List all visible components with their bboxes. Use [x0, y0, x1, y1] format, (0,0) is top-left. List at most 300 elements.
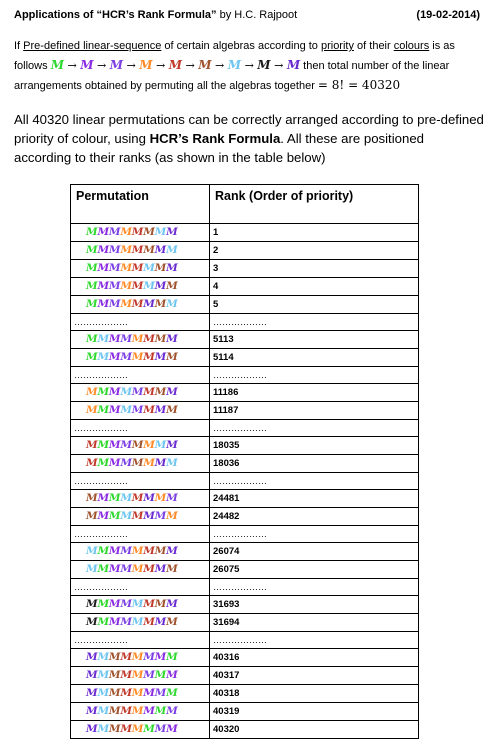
permutation-letter: M — [108, 616, 121, 628]
sequence-letter: M — [286, 58, 301, 72]
permutation-letter: M — [143, 244, 155, 256]
rank-cell: 18035 — [210, 437, 419, 455]
permutation-letter: M — [97, 244, 109, 256]
permutation-letter: M — [86, 226, 98, 238]
permutation-letter: M — [97, 598, 109, 610]
sequence-letter: M — [50, 58, 64, 72]
permutation-letter: M — [166, 439, 178, 451]
permutation-letter: M — [120, 404, 132, 416]
permutation-letter: M — [143, 669, 155, 681]
permutation-letter: M — [86, 280, 98, 292]
permutation-letter: M — [86, 687, 98, 699]
table-row — [71, 649, 419, 667]
permutation-letter: M — [166, 510, 178, 522]
page-date: (19-02-2014) — [416, 9, 480, 21]
ellipsis-left: ……………… — [71, 632, 210, 649]
permutation-letter: M — [131, 598, 144, 610]
arrow-icon: → — [123, 59, 140, 72]
ellipsis-row — [71, 314, 419, 331]
table-row — [71, 667, 419, 685]
permutation-letter: M — [120, 439, 132, 451]
ellipsis-right: ……………… — [210, 526, 419, 543]
permutation-letter: M — [97, 545, 109, 557]
ellipsis-left: ……………… — [71, 314, 210, 331]
arrow-icon: → — [93, 59, 110, 72]
permutation-letter: M — [108, 563, 121, 575]
permutation-letter: M — [97, 404, 109, 416]
sequence-letter: M — [109, 58, 124, 72]
arrow-icon: → — [63, 59, 81, 72]
intro-text-3: of their — [353, 40, 394, 52]
permutation-cell — [71, 667, 210, 685]
permutation-letter: M — [166, 244, 178, 256]
table-row — [71, 614, 419, 632]
table-body — [71, 224, 419, 739]
permutation-letter: M — [131, 280, 144, 292]
permutation-letter: M — [131, 333, 144, 345]
ellipsis-right: ……………… — [210, 632, 419, 649]
permutation-equation: = 8! = 40320 — [317, 78, 401, 92]
permutation-letter: M — [154, 262, 167, 274]
permutation-letter: M — [166, 669, 178, 681]
title-prefix: Applications of — [14, 9, 97, 21]
permutation-letter: M — [166, 687, 178, 699]
permutation-letter: M — [154, 333, 167, 345]
permutation-letter: M — [154, 298, 167, 310]
permutation-letter: M — [86, 510, 98, 522]
arrow-icon: → — [182, 59, 199, 72]
intro-underline-1: Pre-defined linear-sequence — [23, 40, 162, 52]
permutation-letter: M — [131, 457, 144, 469]
permutation-letter: M — [143, 439, 155, 451]
rank-cell: 18036 — [210, 455, 419, 473]
permutation-letter: M — [166, 723, 178, 735]
permutation-letter: M — [131, 545, 144, 557]
sequence-letter: M — [80, 58, 94, 72]
table-row — [71, 685, 419, 703]
permutation-cell — [71, 437, 210, 455]
permutation-letter: M — [97, 333, 109, 345]
permutation-letter: M — [166, 705, 178, 717]
permutation-letter: M — [143, 280, 155, 292]
permutation-cell — [71, 703, 210, 721]
permutation-letter: M — [86, 723, 98, 735]
permutation-letter: M — [97, 651, 109, 663]
permutation-letter: M — [120, 492, 132, 504]
permutation-letter: M — [166, 457, 178, 469]
permutation-letter: M — [108, 262, 121, 274]
permutation-cell — [71, 721, 210, 739]
permutation-letter: M — [154, 404, 167, 416]
permutation-letter: M — [166, 404, 178, 416]
arrow-icon: → — [270, 59, 287, 72]
rank-cell: 11187 — [210, 402, 419, 420]
permutation-letter: M — [108, 669, 121, 681]
permutation-letter: M — [131, 563, 144, 575]
permutation-letter: M — [108, 351, 121, 363]
rank-cell: 5113 — [210, 331, 419, 349]
permutation-letter: M — [131, 723, 144, 735]
table-row — [71, 455, 419, 473]
permutation-letter: M — [120, 386, 132, 398]
intro-paragraph — [14, 37, 484, 96]
arrow-icon: → — [152, 59, 169, 72]
description-text-2: . All these are positioned according to their ranks (as shown in the table below) — [14, 131, 424, 165]
permutation-letter: M — [86, 262, 98, 274]
permutation-cell — [71, 224, 210, 242]
permutation-letter: M — [108, 298, 121, 310]
permutation-letter: M — [97, 687, 109, 699]
permutation-letter: M — [108, 244, 121, 256]
permutation-cell — [71, 685, 210, 703]
ellipsis-right: ……………… — [210, 473, 419, 490]
rank-cell: 1 — [210, 224, 419, 242]
permutation-cell — [71, 296, 210, 314]
table-row — [71, 278, 419, 296]
permutation-letter: M — [97, 457, 109, 469]
table-row — [71, 296, 419, 314]
permutation-letter: M — [154, 651, 167, 663]
permutation-letter: M — [86, 563, 98, 575]
permutation-letter: M — [143, 457, 155, 469]
permutation-letter: M — [120, 598, 132, 610]
permutation-letter: M — [154, 563, 167, 575]
permutation-letter: M — [166, 351, 178, 363]
permutation-letter: M — [97, 439, 109, 451]
page-title — [14, 9, 297, 21]
permutation-letter: M — [154, 386, 167, 398]
header-permutation: Permutation — [71, 185, 210, 224]
permutation-letter: M — [131, 298, 144, 310]
sequence-letter: M — [198, 58, 212, 72]
permutation-letter: M — [86, 404, 98, 416]
description-text-1: All 40320 linear permutations can be correctly arranged according to pre-defined priority of colour, using — [14, 112, 484, 146]
permutation-letter: M — [108, 598, 121, 610]
table-row — [71, 349, 419, 367]
permutation-letter: M — [120, 563, 132, 575]
permutation-letter: M — [120, 333, 132, 345]
permutation-letter: M — [97, 510, 109, 522]
permutation-letter: M — [108, 280, 121, 292]
ellipsis-right: ……………… — [210, 367, 419, 384]
permutation-letter: M — [143, 687, 155, 699]
rank-cell: 24482 — [210, 508, 419, 526]
permutation-letter: M — [97, 226, 109, 238]
permutation-cell — [71, 331, 210, 349]
permutation-letter: M — [143, 563, 155, 575]
rank-cell: 5114 — [210, 349, 419, 367]
permutation-letter: M — [131, 404, 144, 416]
permutation-letter: M — [120, 545, 132, 557]
ellipsis-row — [71, 526, 419, 543]
permutation-letter: M — [108, 545, 121, 557]
table-row — [71, 402, 419, 420]
sequence-letter: M — [227, 58, 242, 72]
rank-table — [70, 184, 419, 739]
table-row — [71, 331, 419, 349]
table-row — [71, 490, 419, 508]
permutation-letter: M — [143, 226, 155, 238]
permutation-letter: M — [166, 545, 178, 557]
permutation-letter: M — [143, 492, 155, 504]
rank-cell: 40318 — [210, 685, 419, 703]
permutation-cell — [71, 260, 210, 278]
permutation-letter: M — [154, 598, 167, 610]
rank-cell: 31694 — [210, 614, 419, 632]
permutation-letter: M — [154, 439, 167, 451]
permutation-letter: M — [131, 226, 144, 238]
permutation-letter: M — [154, 723, 167, 735]
permutation-cell — [71, 649, 210, 667]
permutation-letter: M — [154, 280, 167, 292]
permutation-cell — [71, 384, 210, 402]
permutation-letter: M — [97, 262, 109, 274]
permutation-letter: M — [97, 492, 109, 504]
ellipsis-left: ……………… — [71, 367, 210, 384]
color-sequence — [51, 60, 300, 72]
permutation-letter: M — [143, 262, 155, 274]
permutation-cell — [71, 242, 210, 260]
rank-cell: 31693 — [210, 596, 419, 614]
rank-cell: 11186 — [210, 384, 419, 402]
permutation-letter: M — [154, 705, 167, 717]
rank-cell: 26075 — [210, 561, 419, 579]
permutation-cell — [71, 402, 210, 420]
permutation-letter: M — [166, 298, 178, 310]
permutation-letter: M — [86, 386, 98, 398]
ellipsis-left: ……………… — [71, 579, 210, 596]
rank-cell: 4 — [210, 278, 419, 296]
title-author: by H.C. Rajpoot — [216, 9, 298, 21]
permutation-letter: M — [86, 439, 98, 451]
permutation-letter: M — [166, 616, 178, 628]
permutation-letter: M — [166, 598, 178, 610]
permutation-letter: M — [131, 616, 144, 628]
table-row — [71, 508, 419, 526]
permutation-letter: M — [131, 687, 144, 699]
intro-underline-3: colours — [393, 40, 430, 52]
permutation-letter: M — [86, 669, 98, 681]
table-header-row — [71, 185, 419, 224]
intro-text-5: then total number of the linear arrangements obtained by permuting all the algebras together — [14, 60, 450, 92]
permutation-letter: M — [86, 492, 98, 504]
ellipsis-right: ……………… — [210, 314, 419, 331]
ellipsis-left: ……………… — [71, 420, 210, 437]
permutation-letter: M — [154, 510, 167, 522]
permutation-cell — [71, 349, 210, 367]
table-row — [71, 543, 419, 561]
permutation-letter: M — [86, 298, 98, 310]
permutation-letter: M — [143, 545, 155, 557]
table-row — [71, 384, 419, 402]
permutation-letter: M — [120, 616, 132, 628]
permutation-letter: M — [120, 651, 132, 663]
permutation-letter: M — [166, 651, 178, 663]
permutation-letter: M — [120, 244, 132, 256]
permutation-letter: M — [166, 333, 178, 345]
ellipsis-right: ……………… — [210, 420, 419, 437]
permutation-letter: M — [143, 705, 155, 717]
intro-text-1: If — [14, 40, 24, 52]
header — [14, 9, 480, 25]
ellipsis-row — [71, 367, 419, 384]
permutation-letter: M — [120, 457, 132, 469]
permutation-letter: M — [131, 262, 144, 274]
permutation-letter: M — [108, 226, 121, 238]
permutation-letter: M — [166, 563, 178, 575]
permutation-letter: M — [97, 705, 109, 717]
rank-cell: 5 — [210, 296, 419, 314]
permutation-letter: M — [120, 669, 132, 681]
permutation-letter: M — [154, 669, 167, 681]
permutation-letter: M — [131, 669, 144, 681]
permutation-letter: M — [154, 687, 167, 699]
permutation-letter: M — [131, 651, 144, 663]
description-bold: HCR’s Rank Formula — [149, 131, 281, 146]
permutation-letter: M — [86, 545, 98, 557]
permutation-letter: M — [97, 563, 109, 575]
permutation-letter: M — [143, 298, 155, 310]
rank-cell: 26074 — [210, 543, 419, 561]
permutation-letter: M — [120, 705, 132, 717]
rank-cell: 40319 — [210, 703, 419, 721]
rank-cell: 24481 — [210, 490, 419, 508]
arrow-icon: → — [241, 59, 258, 72]
table-row — [71, 561, 419, 579]
permutation-letter: M — [131, 351, 144, 363]
table-row — [71, 437, 419, 455]
permutation-letter: M — [143, 651, 155, 663]
permutation-letter: M — [143, 723, 155, 735]
permutation-letter: M — [86, 651, 98, 663]
intro-text-4: is as follows — [14, 40, 455, 72]
permutation-letter: M — [131, 492, 144, 504]
description-paragraph — [14, 110, 484, 167]
rank-cell: 40320 — [210, 721, 419, 739]
permutation-letter: M — [166, 226, 178, 238]
permutation-letter: M — [154, 226, 167, 238]
permutation-letter: M — [97, 386, 109, 398]
permutation-letter: M — [143, 351, 155, 363]
table-row — [71, 242, 419, 260]
permutation-letter: M — [97, 280, 109, 292]
permutation-letter: M — [120, 351, 132, 363]
permutation-letter: M — [120, 687, 132, 699]
permutation-letter: M — [86, 351, 98, 363]
permutation-letter: M — [166, 262, 178, 274]
table-row — [71, 596, 419, 614]
permutation-letter: M — [131, 439, 144, 451]
permutation-letter: M — [86, 244, 98, 256]
ellipsis-left: ……………… — [71, 473, 210, 490]
permutation-letter: M — [166, 280, 178, 292]
ellipsis-row — [71, 473, 419, 490]
sequence-letter: M — [257, 58, 271, 72]
permutation-letter: M — [120, 262, 132, 274]
permutation-letter: M — [120, 298, 132, 310]
permutation-letter: M — [154, 545, 167, 557]
permutation-letter: M — [154, 616, 167, 628]
rank-cell: 40317 — [210, 667, 419, 685]
permutation-letter: M — [143, 386, 155, 398]
permutation-letter: M — [120, 510, 132, 522]
permutation-letter: M — [97, 616, 109, 628]
ellipsis-right: ……………… — [210, 579, 419, 596]
permutation-cell — [71, 561, 210, 579]
permutation-letter: M — [154, 244, 167, 256]
permutation-letter: M — [86, 598, 98, 610]
ellipsis-row — [71, 632, 419, 649]
permutation-letter: M — [86, 616, 98, 628]
permutation-letter: M — [108, 457, 121, 469]
permutation-letter: M — [108, 510, 121, 522]
sequence-letter: M — [168, 58, 183, 72]
permutation-letter: M — [86, 705, 98, 717]
table-row — [71, 224, 419, 242]
permutation-letter: M — [166, 386, 178, 398]
permutation-letter: M — [143, 616, 155, 628]
permutation-cell — [71, 543, 210, 561]
ellipsis-row — [71, 579, 419, 596]
intro-underline-2: priority — [320, 40, 354, 52]
permutation-letter: M — [143, 510, 155, 522]
permutation-letter: M — [143, 333, 155, 345]
permutation-cell — [71, 508, 210, 526]
permutation-cell — [71, 614, 210, 632]
permutation-letter: M — [143, 598, 155, 610]
permutation-letter: M — [166, 492, 178, 504]
permutation-letter: M — [131, 705, 144, 717]
permutation-letter: M — [131, 244, 144, 256]
ellipsis-left: ……………… — [71, 526, 210, 543]
permutation-letter: M — [108, 705, 121, 717]
table-row — [71, 703, 419, 721]
permutation-letter: M — [131, 386, 144, 398]
permutation-letter: M — [154, 351, 167, 363]
permutation-letter: M — [108, 723, 121, 735]
permutation-letter: M — [86, 333, 98, 345]
permutation-letter: M — [120, 226, 132, 238]
intro-text-2: of certain algebras according to — [161, 40, 321, 52]
rank-cell: 3 — [210, 260, 419, 278]
table-row — [71, 721, 419, 739]
rank-cell: 40316 — [210, 649, 419, 667]
permutation-letter: M — [108, 492, 121, 504]
header-rank: Rank (Order of priority) — [210, 185, 419, 224]
permutation-letter: M — [120, 723, 132, 735]
permutation-letter: M — [143, 404, 155, 416]
permutation-cell — [71, 490, 210, 508]
permutation-cell — [71, 278, 210, 296]
permutation-letter: M — [108, 404, 121, 416]
table-row — [71, 260, 419, 278]
permutation-cell — [71, 596, 210, 614]
permutation-letter: M — [108, 439, 121, 451]
permutation-cell — [71, 455, 210, 473]
permutation-letter: M — [131, 510, 144, 522]
permutation-letter: M — [86, 457, 98, 469]
rank-cell: 2 — [210, 242, 419, 260]
permutation-letter: M — [97, 298, 109, 310]
permutation-letter: M — [108, 333, 121, 345]
title-quoted: “HCR’s Rank Formula” — [96, 9, 217, 21]
permutation-letter: M — [154, 457, 167, 469]
permutation-letter: M — [97, 669, 109, 681]
arrow-icon: → — [211, 59, 228, 72]
ellipsis-row — [71, 420, 419, 437]
permutation-letter: M — [154, 492, 167, 504]
permutation-letter: M — [97, 351, 109, 363]
